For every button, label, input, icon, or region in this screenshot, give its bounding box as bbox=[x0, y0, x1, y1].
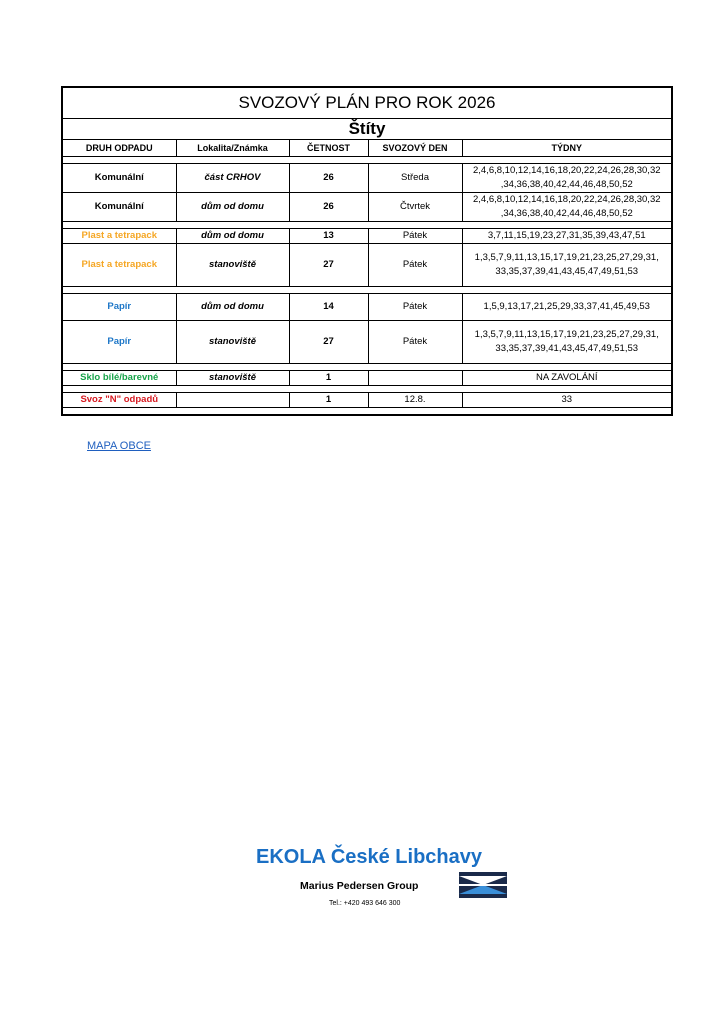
column-header-day: SVOZOVÝ DEN bbox=[368, 140, 462, 157]
frequency: 27 bbox=[289, 321, 368, 364]
table-row bbox=[62, 229, 672, 244]
spacer-row bbox=[62, 386, 672, 393]
collection-day: Pátek bbox=[368, 229, 462, 244]
table-row bbox=[62, 393, 672, 408]
weeks: 1,5,9,13,17,21,25,29,33,37,41,45,49,53 bbox=[462, 294, 672, 321]
location: část CRHOV bbox=[176, 164, 289, 193]
waste-type: Sklo bílé/barevné bbox=[62, 371, 176, 386]
company-group: Marius Pedersen Group bbox=[300, 880, 419, 892]
column-header-weeks: TÝDNY bbox=[462, 140, 672, 157]
weeks-line: 33,35,37,39,41,43,45,47,49,51,53 bbox=[495, 343, 639, 354]
spacer-row bbox=[62, 408, 672, 416]
frequency: 13 bbox=[289, 229, 368, 244]
waste-type: Plast a tetrapack bbox=[62, 229, 176, 244]
page-subtitle: Štíty bbox=[62, 119, 672, 140]
table-row bbox=[62, 294, 672, 321]
location: stanoviště bbox=[176, 321, 289, 364]
column-header-frequency: ČETNOST bbox=[289, 140, 368, 157]
column-header-location: Lokalita/Známka bbox=[176, 140, 289, 157]
weeks-line: 1,3,5,7,9,11,13,15,17,19,21,23,25,27,29,31, bbox=[474, 329, 659, 340]
waste-type: Komunální bbox=[62, 164, 176, 193]
page-title: SVOZOVÝ PLÁN PRO ROK 2026 bbox=[62, 87, 672, 119]
collection-day: Středa bbox=[368, 164, 462, 193]
frequency: 26 bbox=[289, 164, 368, 193]
weeks bbox=[462, 321, 672, 364]
location: stanoviště bbox=[176, 244, 289, 287]
frequency: 27 bbox=[289, 244, 368, 287]
collection-day: 12.8. bbox=[368, 393, 462, 408]
table-row bbox=[62, 371, 672, 386]
company-logo-icon bbox=[459, 872, 507, 898]
spacer-row bbox=[62, 287, 672, 294]
frequency: 26 bbox=[289, 193, 368, 222]
company-phone: Tel.: +420 493 646 300 bbox=[329, 900, 401, 907]
weeks: 33 bbox=[462, 393, 672, 408]
collection-day: Pátek bbox=[368, 321, 462, 364]
weeks bbox=[462, 164, 672, 193]
company-name: EKOLA České Libchavy bbox=[256, 846, 483, 868]
weeks-line: ,34,36,38,40,42,44,46,48,50,52 bbox=[500, 208, 633, 219]
waste-type: Komunální bbox=[62, 193, 176, 222]
table-row bbox=[62, 244, 672, 287]
location: dům od domu bbox=[176, 294, 289, 321]
weeks-line: 33,35,37,39,41,43,45,47,49,51,53 bbox=[495, 266, 639, 277]
waste-type: Plast a tetrapack bbox=[62, 244, 176, 287]
table-header bbox=[62, 140, 672, 157]
collection-day: Čtvrtek bbox=[368, 193, 462, 222]
location: stanoviště bbox=[176, 371, 289, 386]
spacer-row bbox=[62, 364, 672, 371]
weeks-line: 2,4,6,8,10,12,14,16,18,20,22,24,26,28,30,32 bbox=[472, 165, 661, 176]
frequency: 14 bbox=[289, 294, 368, 321]
weeks: 3,7,11,15,19,23,27,31,35,39,43,47,51 bbox=[462, 229, 672, 244]
frequency: 1 bbox=[289, 371, 368, 386]
schedule-sheet bbox=[61, 86, 671, 416]
frequency: 1 bbox=[289, 393, 368, 408]
weeks bbox=[462, 244, 672, 287]
collection-day: Pátek bbox=[368, 244, 462, 287]
weeks: NA ZAVOLÁNÍ bbox=[462, 371, 672, 386]
waste-type: Papír bbox=[62, 294, 176, 321]
weeks bbox=[462, 193, 672, 222]
spacer-row bbox=[62, 157, 672, 164]
weeks-line: ,34,36,38,40,42,44,46,48,50,52 bbox=[500, 179, 633, 190]
collection-day bbox=[368, 371, 462, 386]
waste-type: Svoz "N" odpadů bbox=[62, 393, 176, 408]
collection-day: Pátek bbox=[368, 294, 462, 321]
location bbox=[176, 393, 289, 408]
table-row bbox=[62, 321, 672, 364]
weeks-line: 1,3,5,7,9,11,13,15,17,19,21,23,25,27,29,31, bbox=[474, 252, 659, 263]
spacer-row bbox=[62, 222, 672, 229]
table-row bbox=[62, 193, 672, 222]
map-link[interactable]: MAPA OBCE bbox=[87, 440, 151, 452]
table-row bbox=[62, 164, 672, 193]
waste-type: Papír bbox=[62, 321, 176, 364]
schedule-table bbox=[61, 86, 673, 416]
location: dům od domu bbox=[176, 193, 289, 222]
column-header-type: DRUH ODPADU bbox=[62, 140, 176, 157]
location: dům od domu bbox=[176, 229, 289, 244]
weeks-line: 2,4,6,8,10,12,14,16,18,20,22,24,26,28,30,32 bbox=[472, 194, 661, 205]
